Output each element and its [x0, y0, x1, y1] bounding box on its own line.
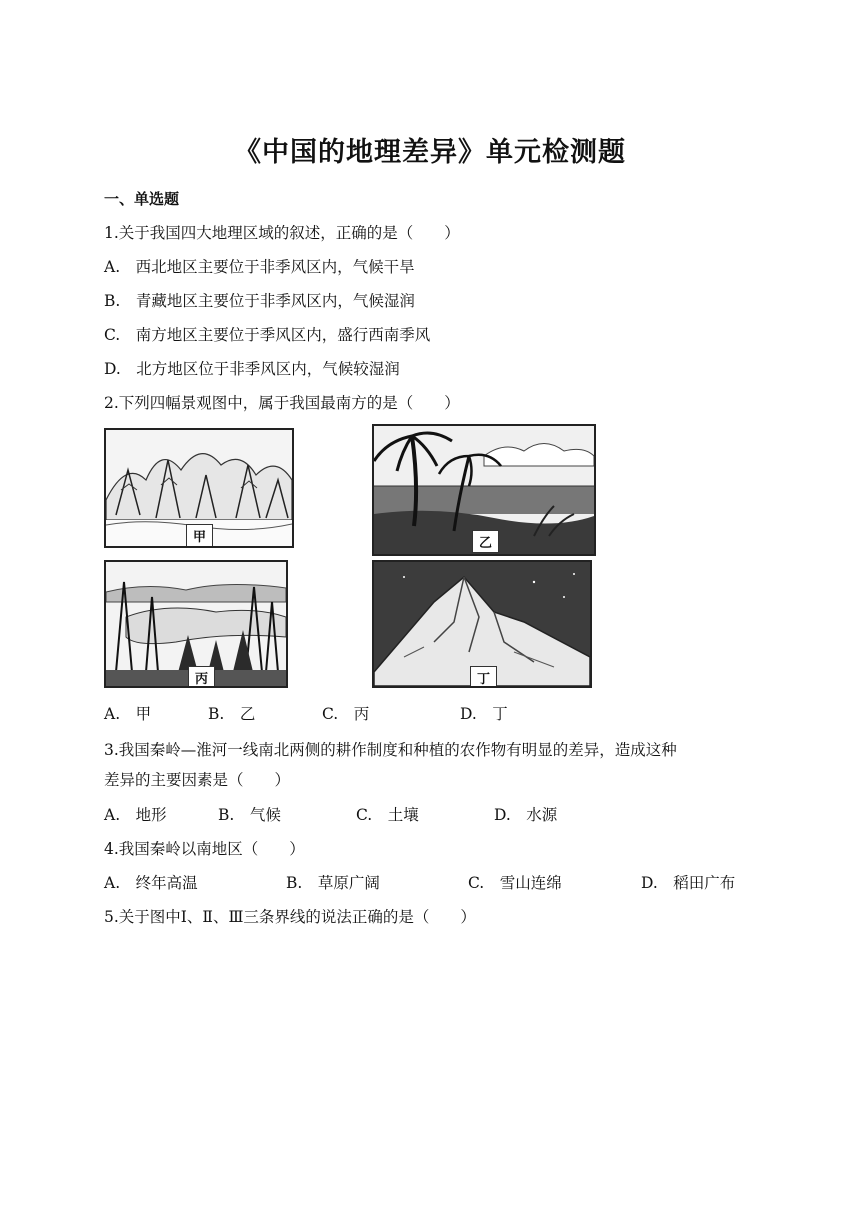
question-4-stem: 4.我国秦岭以南地区（ ）	[104, 840, 305, 858]
question-1-stem: 1.关于我国四大地理区域的叙述，正确的是（ ）	[104, 224, 460, 242]
question-3-option-a: A. 地形	[104, 806, 167, 824]
section-heading: 一、单选题	[104, 190, 180, 208]
image-label-jia: 甲	[186, 524, 213, 547]
question-5-stem: 5.关于图中Ⅰ、Ⅱ、Ⅲ三条界线的说法正确的是（ ）	[104, 908, 476, 926]
image-label-bing: 丙	[188, 666, 215, 688]
landscape-image-bing	[104, 560, 288, 688]
question-4-option-b: B. 草原广阔	[286, 874, 380, 892]
question-4-option-a: A. 终年高温	[104, 874, 198, 892]
question-1-option-d: D. 北方地区位于非季风区内，气候较湿润	[104, 360, 400, 378]
question-2-option-d: D. 丁	[460, 705, 508, 723]
question-2-option-a: A. 甲	[104, 705, 152, 723]
question-3-option-b: B. 气候	[218, 806, 281, 824]
question-3-option-c: C. 土壤	[356, 806, 419, 824]
question-1-option-a: A. 西北地区主要位于非季风区内，气候干旱	[104, 258, 415, 276]
question-4-option-d: D. 稻田广布	[641, 874, 736, 892]
question-1-option-b: B. 青藏地区主要位于非季风区内，气候湿润	[104, 292, 415, 310]
landscape-image-ding	[372, 560, 592, 688]
question-2-stem: 2.下列四幅景观图中，属于我国最南方的是（ ）	[104, 394, 460, 412]
image-label-yi: 乙	[472, 530, 499, 553]
question-2-option-b: B. 乙	[208, 705, 256, 723]
question-3-option-d: D. 水源	[494, 806, 558, 824]
question-4-option-c: C. 雪山连绵	[468, 874, 562, 892]
question-2-option-c: C. 丙	[322, 705, 370, 723]
landscape-image-yi	[372, 424, 596, 556]
question-3-stem-line-1: 3.我国秦岭—淮河一线南北两侧的耕作制度和种植的农作物有明显的差异，造成这种	[104, 741, 677, 759]
question-3-stem-line-2: 差异的主要因素是（ ）	[104, 771, 291, 789]
landscape-image-jia	[104, 428, 294, 548]
image-label-ding: 丁	[470, 666, 497, 688]
question-1-option-c: C. 南方地区主要位于季风区内，盛行西南季风	[104, 326, 431, 344]
page-title: 《中国的地理差异》单元检测题	[234, 137, 626, 168]
